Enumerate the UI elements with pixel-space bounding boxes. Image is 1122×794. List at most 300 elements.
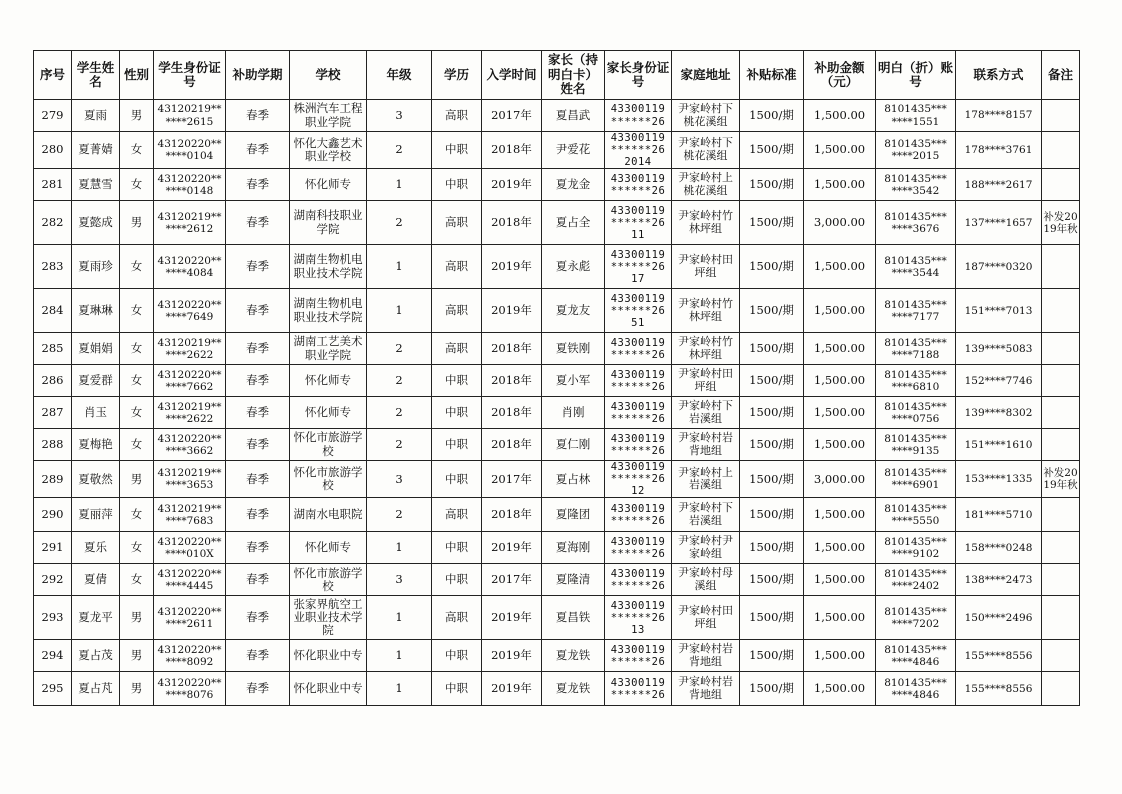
subsidy-amount-cell: 3,000.00	[804, 461, 876, 498]
school-name-cell: 怀化师专	[290, 397, 367, 429]
table-row	[34, 245, 1080, 289]
student-name-cell: 夏娟娟	[72, 333, 120, 365]
table-row	[34, 498, 1080, 532]
school-name-cell: 湖南工艺美术职业学院	[290, 333, 367, 365]
parent-id-number-cell: 43300119 ******26 11	[605, 201, 672, 245]
parent-name-cell: 肖刚	[542, 397, 605, 429]
header-row	[34, 51, 1080, 100]
parent-name-cell: 夏小军	[542, 365, 605, 397]
education-level-cell: 中职	[432, 461, 482, 498]
subsidy-standard-cell: 1500/期	[740, 169, 804, 201]
education-level-cell: 中职	[432, 397, 482, 429]
column-header: 联系方式	[956, 51, 1042, 100]
subsidy-term-cell: 春季	[226, 532, 290, 564]
parent-id-number-cell: 43300119 ******26	[605, 640, 672, 672]
school-name-cell: 张家界航空工业职业技术学院	[290, 596, 367, 640]
grade-cell: 1	[367, 672, 432, 706]
subsidy-term-cell: 春季	[226, 461, 290, 498]
school-name-cell: 怀化师专	[290, 365, 367, 397]
student-id-number-cell: 43120220** ****4084	[154, 245, 226, 289]
table-row	[34, 532, 1080, 564]
student-name-cell: 夏乐	[72, 532, 120, 564]
bank-account-cell: 8101435*** ****3676	[876, 201, 956, 245]
table-row	[34, 429, 1080, 461]
school-name-cell: 怀化市旅游学校	[290, 564, 367, 596]
home-address-cell: 尹家岭村尹家岭组	[672, 532, 740, 564]
contact-phone-cell: 139****8302	[956, 397, 1042, 429]
subsidy-term-cell: 春季	[226, 245, 290, 289]
school-name-cell: 湖南水电职院	[290, 498, 367, 532]
bank-account-cell: 8101435*** ****3542	[876, 169, 956, 201]
bank-account-cell: 8101435*** ****7202	[876, 596, 956, 640]
contact-phone-cell: 138****2473	[956, 564, 1042, 596]
table-row	[34, 201, 1080, 245]
parent-id-number-cell: 43300119 ******26 17	[605, 245, 672, 289]
remark-cell	[1042, 132, 1080, 169]
home-address-cell: 尹家岭村竹林坪组	[672, 289, 740, 333]
table-row	[34, 461, 1080, 498]
student-id-number-cell: 43120219** ****2622	[154, 397, 226, 429]
bank-account-cell: 8101435*** ****4846	[876, 640, 956, 672]
remark-cell	[1042, 429, 1080, 461]
parent-id-number-cell: 43300119 ******26	[605, 564, 672, 596]
home-address-cell: 尹家岭村下岩溪组	[672, 397, 740, 429]
education-level-cell: 中职	[432, 672, 482, 706]
subsidy-amount-cell: 1,500.00	[804, 169, 876, 201]
parent-id-number-cell: 43300119 ******26	[605, 672, 672, 706]
gender-cell: 女	[120, 245, 154, 289]
subsidy-standard-cell: 1500/期	[740, 498, 804, 532]
subsidy-amount-cell: 3,000.00	[804, 201, 876, 245]
serial-number-cell: 282	[34, 201, 72, 245]
serial-number-cell: 292	[34, 564, 72, 596]
serial-number-cell: 279	[34, 100, 72, 132]
column-header: 学生身份证号	[154, 51, 226, 100]
column-header: 学历	[432, 51, 482, 100]
school-name-cell: 怀化职业中专	[290, 640, 367, 672]
table-row	[34, 564, 1080, 596]
bank-account-cell: 8101435*** ****3544	[876, 245, 956, 289]
school-name-cell: 湖南生物机电职业技术学院	[290, 245, 367, 289]
bank-account-cell: 8101435*** ****9102	[876, 532, 956, 564]
serial-number-cell: 294	[34, 640, 72, 672]
subsidy-table	[33, 50, 1080, 706]
education-level-cell: 中职	[432, 365, 482, 397]
gender-cell: 男	[120, 640, 154, 672]
enrollment-year-cell: 2019年	[482, 672, 542, 706]
parent-name-cell: 夏铁刚	[542, 333, 605, 365]
subsidy-standard-cell: 1500/期	[740, 365, 804, 397]
school-name-cell: 怀化市旅游学校	[290, 461, 367, 498]
enrollment-year-cell: 2018年	[482, 429, 542, 461]
school-name-cell: 湖南生物机电职业技术学院	[290, 289, 367, 333]
parent-name-cell: 夏昌武	[542, 100, 605, 132]
student-name-cell: 夏雨	[72, 100, 120, 132]
contact-phone-cell: 155****8556	[956, 672, 1042, 706]
column-header: 学生姓名	[72, 51, 120, 100]
remark-cell	[1042, 564, 1080, 596]
subsidy-term-cell: 春季	[226, 429, 290, 461]
contact-phone-cell: 150****2496	[956, 596, 1042, 640]
subsidy-standard-cell: 1500/期	[740, 596, 804, 640]
gender-cell: 女	[120, 365, 154, 397]
parent-name-cell: 夏仁刚	[542, 429, 605, 461]
education-level-cell: 高职	[432, 289, 482, 333]
enrollment-year-cell: 2018年	[482, 201, 542, 245]
parent-name-cell: 夏龙铁	[542, 640, 605, 672]
student-name-cell: 夏丽萍	[72, 498, 120, 532]
column-header: 补助学期	[226, 51, 290, 100]
enrollment-year-cell: 2019年	[482, 532, 542, 564]
student-id-number-cell: 43120220** ****0104	[154, 132, 226, 169]
enrollment-year-cell: 2017年	[482, 100, 542, 132]
home-address-cell: 尹家岭村竹林坪组	[672, 333, 740, 365]
subsidy-term-cell: 春季	[226, 640, 290, 672]
student-name-cell: 夏菁婧	[72, 132, 120, 169]
home-address-cell: 尹家岭村岩背地组	[672, 429, 740, 461]
grade-cell: 3	[367, 461, 432, 498]
grade-cell: 1	[367, 169, 432, 201]
parent-name-cell: 夏隆团	[542, 498, 605, 532]
student-id-number-cell: 43120220** ****010X	[154, 532, 226, 564]
remark-cell	[1042, 596, 1080, 640]
bank-account-cell: 8101435*** ****7177	[876, 289, 956, 333]
grade-cell: 1	[367, 532, 432, 564]
parent-id-number-cell: 43300119 ******26 12	[605, 461, 672, 498]
parent-name-cell: 夏龙铁	[542, 672, 605, 706]
education-level-cell: 中职	[432, 169, 482, 201]
student-id-number-cell: 43120220** ****7649	[154, 289, 226, 333]
serial-number-cell: 286	[34, 365, 72, 397]
student-name-cell: 肖玉	[72, 397, 120, 429]
column-header: 序号	[34, 51, 72, 100]
subsidy-term-cell: 春季	[226, 596, 290, 640]
gender-cell: 男	[120, 672, 154, 706]
subsidy-standard-cell: 1500/期	[740, 245, 804, 289]
home-address-cell: 尹家岭村上桃花溪组	[672, 169, 740, 201]
contact-phone-cell: 187****0320	[956, 245, 1042, 289]
bank-account-cell: 8101435*** ****0756	[876, 397, 956, 429]
parent-id-number-cell: 43300119 ******26	[605, 532, 672, 564]
grade-cell: 2	[367, 397, 432, 429]
bank-account-cell: 8101435*** ****2402	[876, 564, 956, 596]
home-address-cell: 尹家岭村田坪组	[672, 245, 740, 289]
subsidy-amount-cell: 1,500.00	[804, 564, 876, 596]
serial-number-cell: 285	[34, 333, 72, 365]
enrollment-year-cell: 2018年	[482, 365, 542, 397]
table-row	[34, 132, 1080, 169]
column-header: 补助金额（元）	[804, 51, 876, 100]
contact-phone-cell: 181****5710	[956, 498, 1042, 532]
grade-cell: 2	[367, 365, 432, 397]
contact-phone-cell: 158****0248	[956, 532, 1042, 564]
bank-account-cell: 8101435*** ****5550	[876, 498, 956, 532]
education-level-cell: 高职	[432, 245, 482, 289]
column-header: 家长身份证号	[605, 51, 672, 100]
bank-account-cell: 8101435*** ****4846	[876, 672, 956, 706]
home-address-cell: 尹家岭村下桃花溪组	[672, 132, 740, 169]
column-header: 性别	[120, 51, 154, 100]
column-header: 补贴标准	[740, 51, 804, 100]
student-name-cell: 夏琳琳	[72, 289, 120, 333]
student-id-number-cell: 43120220** ****8076	[154, 672, 226, 706]
subsidy-term-cell: 春季	[226, 289, 290, 333]
gender-cell: 女	[120, 498, 154, 532]
remark-cell	[1042, 397, 1080, 429]
grade-cell: 2	[367, 333, 432, 365]
subsidy-amount-cell: 1,500.00	[804, 672, 876, 706]
remark-cell	[1042, 532, 1080, 564]
student-name-cell: 夏敬然	[72, 461, 120, 498]
subsidy-term-cell: 春季	[226, 498, 290, 532]
table-row	[34, 397, 1080, 429]
contact-phone-cell: 178****3761	[956, 132, 1042, 169]
enrollment-year-cell: 2017年	[482, 461, 542, 498]
subsidy-term-cell: 春季	[226, 672, 290, 706]
enrollment-year-cell: 2019年	[482, 245, 542, 289]
serial-number-cell: 293	[34, 596, 72, 640]
education-level-cell: 中职	[432, 532, 482, 564]
enrollment-year-cell: 2018年	[482, 132, 542, 169]
enrollment-year-cell: 2019年	[482, 169, 542, 201]
table-row	[34, 169, 1080, 201]
student-name-cell: 夏占芃	[72, 672, 120, 706]
remark-cell: 补发2019年秋	[1042, 201, 1080, 245]
gender-cell: 女	[120, 532, 154, 564]
subsidy-standard-cell: 1500/期	[740, 564, 804, 596]
subsidy-term-cell: 春季	[226, 333, 290, 365]
serial-number-cell: 295	[34, 672, 72, 706]
student-id-number-cell: 43120219** ****2615	[154, 100, 226, 132]
subsidy-term-cell: 春季	[226, 100, 290, 132]
education-level-cell: 高职	[432, 596, 482, 640]
enrollment-year-cell: 2019年	[482, 289, 542, 333]
student-id-number-cell: 43120220** ****3662	[154, 429, 226, 461]
parent-id-number-cell: 43300119 ******26	[605, 365, 672, 397]
subsidy-standard-cell: 1500/期	[740, 672, 804, 706]
bank-account-cell: 8101435*** ****6901	[876, 461, 956, 498]
contact-phone-cell: 152****7746	[956, 365, 1042, 397]
serial-number-cell: 291	[34, 532, 72, 564]
student-id-number-cell: 43120219** ****2622	[154, 333, 226, 365]
remark-cell	[1042, 100, 1080, 132]
remark-cell	[1042, 169, 1080, 201]
student-name-cell: 夏倩	[72, 564, 120, 596]
contact-phone-cell: 137****1657	[956, 201, 1042, 245]
parent-name-cell: 夏永彪	[542, 245, 605, 289]
student-name-cell: 夏占茂	[72, 640, 120, 672]
parent-name-cell: 夏龙金	[542, 169, 605, 201]
column-header: 学校	[290, 51, 367, 100]
remark-cell	[1042, 498, 1080, 532]
remark-cell	[1042, 640, 1080, 672]
subsidy-term-cell: 春季	[226, 564, 290, 596]
remark-cell	[1042, 245, 1080, 289]
grade-cell: 1	[367, 640, 432, 672]
parent-name-cell: 夏占林	[542, 461, 605, 498]
parent-name-cell: 尹爱花	[542, 132, 605, 169]
enrollment-year-cell: 2018年	[482, 333, 542, 365]
subsidy-amount-cell: 1,500.00	[804, 596, 876, 640]
grade-cell: 3	[367, 564, 432, 596]
subsidy-term-cell: 春季	[226, 365, 290, 397]
subsidy-standard-cell: 1500/期	[740, 132, 804, 169]
subsidy-amount-cell: 1,500.00	[804, 397, 876, 429]
subsidy-term-cell: 春季	[226, 169, 290, 201]
gender-cell: 女	[120, 333, 154, 365]
subsidy-standard-cell: 1500/期	[740, 461, 804, 498]
table-row	[34, 365, 1080, 397]
subsidy-amount-cell: 1,500.00	[804, 365, 876, 397]
bank-account-cell: 8101435*** ****6810	[876, 365, 956, 397]
education-level-cell: 中职	[432, 429, 482, 461]
subsidy-standard-cell: 1500/期	[740, 532, 804, 564]
subsidy-amount-cell: 1,500.00	[804, 289, 876, 333]
parent-name-cell: 夏海刚	[542, 532, 605, 564]
serial-number-cell: 290	[34, 498, 72, 532]
serial-number-cell: 284	[34, 289, 72, 333]
parent-name-cell: 夏昌铁	[542, 596, 605, 640]
enrollment-year-cell: 2017年	[482, 564, 542, 596]
grade-cell: 2	[367, 132, 432, 169]
parent-id-number-cell: 43300119 ******26 13	[605, 596, 672, 640]
bank-account-cell: 8101435*** ****1551	[876, 100, 956, 132]
school-name-cell: 怀化市旅游学校	[290, 429, 367, 461]
school-name-cell: 怀化大鑫艺术职业学校	[290, 132, 367, 169]
parent-id-number-cell: 43300119 ******26	[605, 333, 672, 365]
gender-cell: 女	[120, 397, 154, 429]
gender-cell: 女	[120, 564, 154, 596]
contact-phone-cell: 153****1335	[956, 461, 1042, 498]
school-name-cell: 湖南科技职业学院	[290, 201, 367, 245]
table-row	[34, 596, 1080, 640]
student-id-number-cell: 43120220** ****0148	[154, 169, 226, 201]
enrollment-year-cell: 2018年	[482, 498, 542, 532]
bank-account-cell: 8101435*** ****9135	[876, 429, 956, 461]
table-row	[34, 640, 1080, 672]
remark-cell	[1042, 672, 1080, 706]
subsidy-amount-cell: 1,500.00	[804, 132, 876, 169]
education-level-cell: 中职	[432, 132, 482, 169]
subsidy-amount-cell: 1,500.00	[804, 333, 876, 365]
home-address-cell: 尹家岭村上岩溪组	[672, 461, 740, 498]
gender-cell: 女	[120, 289, 154, 333]
remark-cell	[1042, 289, 1080, 333]
contact-phone-cell: 155****8556	[956, 640, 1042, 672]
subsidy-amount-cell: 1,500.00	[804, 640, 876, 672]
school-name-cell: 怀化职业中专	[290, 672, 367, 706]
grade-cell: 1	[367, 245, 432, 289]
contact-phone-cell: 139****5083	[956, 333, 1042, 365]
parent-id-number-cell: 43300119 ******26	[605, 498, 672, 532]
student-id-number-cell: 43120220** ****7662	[154, 365, 226, 397]
grade-cell: 2	[367, 201, 432, 245]
school-name-cell: 株洲汽车工程职业学院	[290, 100, 367, 132]
subsidy-term-cell: 春季	[226, 201, 290, 245]
table-row	[34, 672, 1080, 706]
grade-cell: 2	[367, 498, 432, 532]
column-header: 备注	[1042, 51, 1080, 100]
home-address-cell: 尹家岭村下桃花溪组	[672, 100, 740, 132]
grade-cell: 3	[367, 100, 432, 132]
student-id-number-cell: 43120220** ****2611	[154, 596, 226, 640]
column-header: 家庭地址	[672, 51, 740, 100]
column-header: 年级	[367, 51, 432, 100]
student-id-number-cell: 43120220** ****8092	[154, 640, 226, 672]
parent-id-number-cell: 43300119 ******26 51	[605, 289, 672, 333]
home-address-cell: 尹家岭村竹林坪组	[672, 201, 740, 245]
school-name-cell: 怀化师专	[290, 532, 367, 564]
gender-cell: 女	[120, 169, 154, 201]
subsidy-amount-cell: 1,500.00	[804, 532, 876, 564]
grade-cell: 1	[367, 596, 432, 640]
home-address-cell: 尹家岭村田坪组	[672, 596, 740, 640]
student-name-cell: 夏慧雪	[72, 169, 120, 201]
education-level-cell: 中职	[432, 640, 482, 672]
serial-number-cell: 280	[34, 132, 72, 169]
bank-account-cell: 8101435*** ****2015	[876, 132, 956, 169]
student-id-number-cell: 43120219** ****7683	[154, 498, 226, 532]
serial-number-cell: 288	[34, 429, 72, 461]
subsidy-standard-cell: 1500/期	[740, 640, 804, 672]
parent-id-number-cell: 43300119 ******26	[605, 169, 672, 201]
enrollment-year-cell: 2019年	[482, 596, 542, 640]
student-name-cell: 夏梅艳	[72, 429, 120, 461]
education-level-cell: 高职	[432, 333, 482, 365]
home-address-cell: 尹家岭村母溪组	[672, 564, 740, 596]
parent-id-number-cell: 43300119 ******26	[605, 397, 672, 429]
gender-cell: 男	[120, 596, 154, 640]
grade-cell: 1	[367, 289, 432, 333]
subsidy-amount-cell: 1,500.00	[804, 245, 876, 289]
gender-cell: 女	[120, 132, 154, 169]
subsidy-standard-cell: 1500/期	[740, 429, 804, 461]
student-id-number-cell: 43120219** ****2612	[154, 201, 226, 245]
parent-id-number-cell: 43300119 ******26 2014	[605, 132, 672, 169]
parent-id-number-cell: 43300119 ******26	[605, 100, 672, 132]
gender-cell: 女	[120, 429, 154, 461]
education-level-cell: 中职	[432, 564, 482, 596]
student-name-cell: 夏爱群	[72, 365, 120, 397]
bank-account-cell: 8101435*** ****7188	[876, 333, 956, 365]
table-body	[34, 100, 1080, 706]
contact-phone-cell: 188****2617	[956, 169, 1042, 201]
gender-cell: 男	[120, 201, 154, 245]
parent-name-cell: 夏隆清	[542, 564, 605, 596]
remark-cell	[1042, 365, 1080, 397]
table-row	[34, 100, 1080, 132]
home-address-cell: 尹家岭村下岩溪组	[672, 498, 740, 532]
subsidy-standard-cell: 1500/期	[740, 397, 804, 429]
student-id-number-cell: 43120219** ****3653	[154, 461, 226, 498]
subsidy-term-cell: 春季	[226, 397, 290, 429]
subsidy-standard-cell: 1500/期	[740, 333, 804, 365]
subsidy-amount-cell: 1,500.00	[804, 429, 876, 461]
grade-cell: 2	[367, 429, 432, 461]
column-header: 家长（持明白卡）姓名	[542, 51, 605, 100]
subsidy-term-cell: 春季	[226, 132, 290, 169]
education-level-cell: 高职	[432, 201, 482, 245]
parent-name-cell: 夏占全	[542, 201, 605, 245]
contact-phone-cell: 178****8157	[956, 100, 1042, 132]
column-header: 明白（折）账号	[876, 51, 956, 100]
home-address-cell: 尹家岭村岩背地组	[672, 672, 740, 706]
student-name-cell: 夏雨珍	[72, 245, 120, 289]
parent-name-cell: 夏龙友	[542, 289, 605, 333]
student-name-cell: 夏懿成	[72, 201, 120, 245]
column-header: 入学时间	[482, 51, 542, 100]
remark-cell: 补发2019年秋	[1042, 461, 1080, 498]
